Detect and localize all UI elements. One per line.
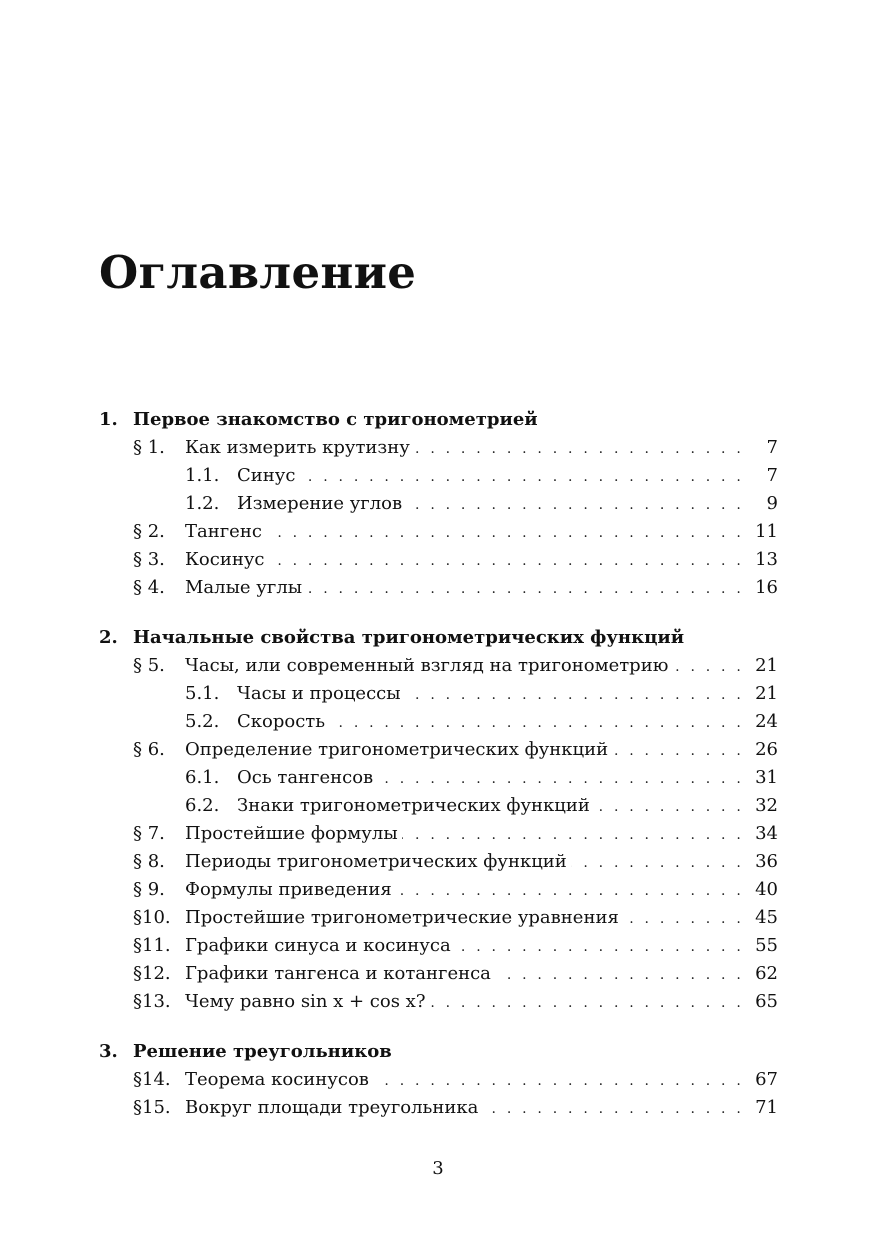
toc-entry[interactable] [99,960,778,988]
toc-entry[interactable] [99,434,778,462]
dot-leader [405,681,744,709]
entry-number: § 1. [133,437,165,458]
entry-label: Графики тангенса и котангенса [185,963,491,984]
entry-number: §14. [133,1069,171,1090]
entry-number: § 9. [133,879,165,900]
dot-leader [672,653,744,681]
toc-entry[interactable] [99,1066,778,1094]
dot-leader [377,765,744,793]
entry-label: Тангенс [185,521,262,542]
entry-number: § 3. [133,549,165,570]
entry-number: § 4. [133,577,165,598]
dot-leader [482,1095,744,1123]
entry-number: § 8. [133,851,165,872]
entry-label: Определение тригонометрических функций [185,739,609,760]
entry-page: 55 [755,935,778,956]
entry-page: 7 [766,465,778,486]
entry-page: 24 [755,711,778,732]
dot-leader [455,933,744,961]
toc-entry[interactable] [99,546,778,574]
dot-leader [266,519,744,547]
entry-label: Ось тангенсов [237,767,374,788]
entry-number: § 6. [133,739,165,760]
entry-page: 36 [755,851,778,872]
entry-page: 11 [755,521,778,542]
toc-entry[interactable] [99,904,778,932]
entry-label: Как измерить крутизну [185,437,410,458]
entry-page: 45 [755,907,778,928]
entry-label: Малые углы [185,577,303,598]
toc-entry[interactable] [99,848,778,876]
toc-entry[interactable] [99,988,778,1016]
entry-number: §11. [133,935,171,956]
entry-number: 1.1. [185,465,220,486]
toc-entry[interactable] [99,736,778,764]
toc-entry[interactable] [99,652,778,680]
entry-page: 71 [755,1097,778,1118]
entry-page: 62 [755,963,778,984]
dot-leader [306,575,744,603]
entry-label: Теорема косинусов [185,1069,369,1090]
dot-leader [299,463,744,491]
entry-number: § 5. [133,655,165,676]
entry-page: 9 [766,493,778,514]
entry-number: 5.2. [185,711,220,732]
chapter-title: Решение треугольников [133,1041,392,1062]
toc-subentry[interactable] [99,462,778,490]
chapter-number: 3. [99,1041,118,1062]
entry-page: 21 [755,683,778,704]
entry-label: Синус [237,465,296,486]
toc-subentry[interactable] [99,490,778,518]
dot-leader [612,737,744,765]
toc-entry[interactable] [99,1094,778,1122]
entry-label: Знаки тригонометрических функций [237,795,590,816]
entry-page: 34 [755,823,778,844]
toc-subentry[interactable] [99,764,778,792]
entry-number: §13. [133,991,171,1012]
entry-number: § 2. [133,521,165,542]
toc-subentry[interactable] [99,792,778,820]
dot-leader [396,877,744,905]
chapter-2 [99,624,778,1016]
entry-label: Графики синуса и косинуса [185,935,451,956]
toc-entry[interactable] [99,932,778,960]
entry-number: 5.1. [185,683,220,704]
entry-number: §10. [133,907,171,928]
entry-page: 31 [755,767,778,788]
chapter-1 [99,406,778,602]
dot-leader [269,547,744,575]
toc-entry[interactable] [99,574,778,602]
page-number: 3 [432,1158,444,1179]
entry-label: Косинус [185,549,265,570]
entry-number: 6.2. [185,795,220,816]
entry-page: 13 [755,549,778,570]
chapter-title: Первое знакомство с тригонометрией [133,409,538,430]
entry-number: 6.1. [185,767,220,788]
dot-leader [406,491,744,519]
entry-number: 1.2. [185,493,220,514]
chapter-heading[interactable] [99,1038,778,1066]
entry-label: Вокруг площади треугольника [185,1097,479,1118]
entry-label: Простейшие формулы [185,823,398,844]
entry-page: 67 [755,1069,778,1090]
dot-leader [623,905,744,933]
chapter-number: 2. [99,627,118,648]
chapter-number: 1. [99,409,118,430]
dot-leader [430,989,745,1017]
entry-page: 21 [755,655,778,676]
toc-subentry[interactable] [99,708,778,736]
entry-label: Чему равно sin x + cos x? [185,991,426,1012]
chapter-title: Начальные свойства тригонометрических функций [133,627,685,648]
chapter-heading[interactable] [99,624,778,652]
entry-page: 65 [755,991,778,1012]
entry-label: Периоды тригонометрических функций [185,851,567,872]
toc-subentry[interactable] [99,680,778,708]
toc-entry[interactable] [99,518,778,546]
entry-number: § 7. [133,823,165,844]
entry-label: Формулы приведения [185,879,392,900]
dot-leader [495,961,744,989]
dot-leader [373,1067,744,1095]
toc-entry[interactable] [99,876,778,904]
entry-page: 32 [755,795,778,816]
entry-page: 26 [755,739,778,760]
chapter-3 [99,1038,778,1122]
entry-number: §15. [133,1097,171,1118]
entry-label: Часы и процессы [237,683,401,704]
chapter-heading[interactable] [99,406,778,434]
entry-label: Простейшие тригонометрические уравнения [185,907,619,928]
dot-leader [594,793,744,821]
toc-entry[interactable] [99,820,778,848]
dot-leader [402,821,744,849]
entry-page: 40 [755,879,778,900]
dot-leader [414,435,744,463]
entry-number: §12. [133,963,171,984]
dot-leader [571,849,744,877]
entry-label: Часы, или современный взгляд на тригонометрию [185,655,669,676]
page-title: Оглавление [99,246,417,299]
entry-page: 16 [755,577,778,598]
table-of-contents [99,406,778,1144]
entry-label: Измерение углов [237,493,403,514]
dot-leader [329,709,744,737]
entry-label: Скорость [237,711,326,732]
entry-page: 7 [766,437,778,458]
